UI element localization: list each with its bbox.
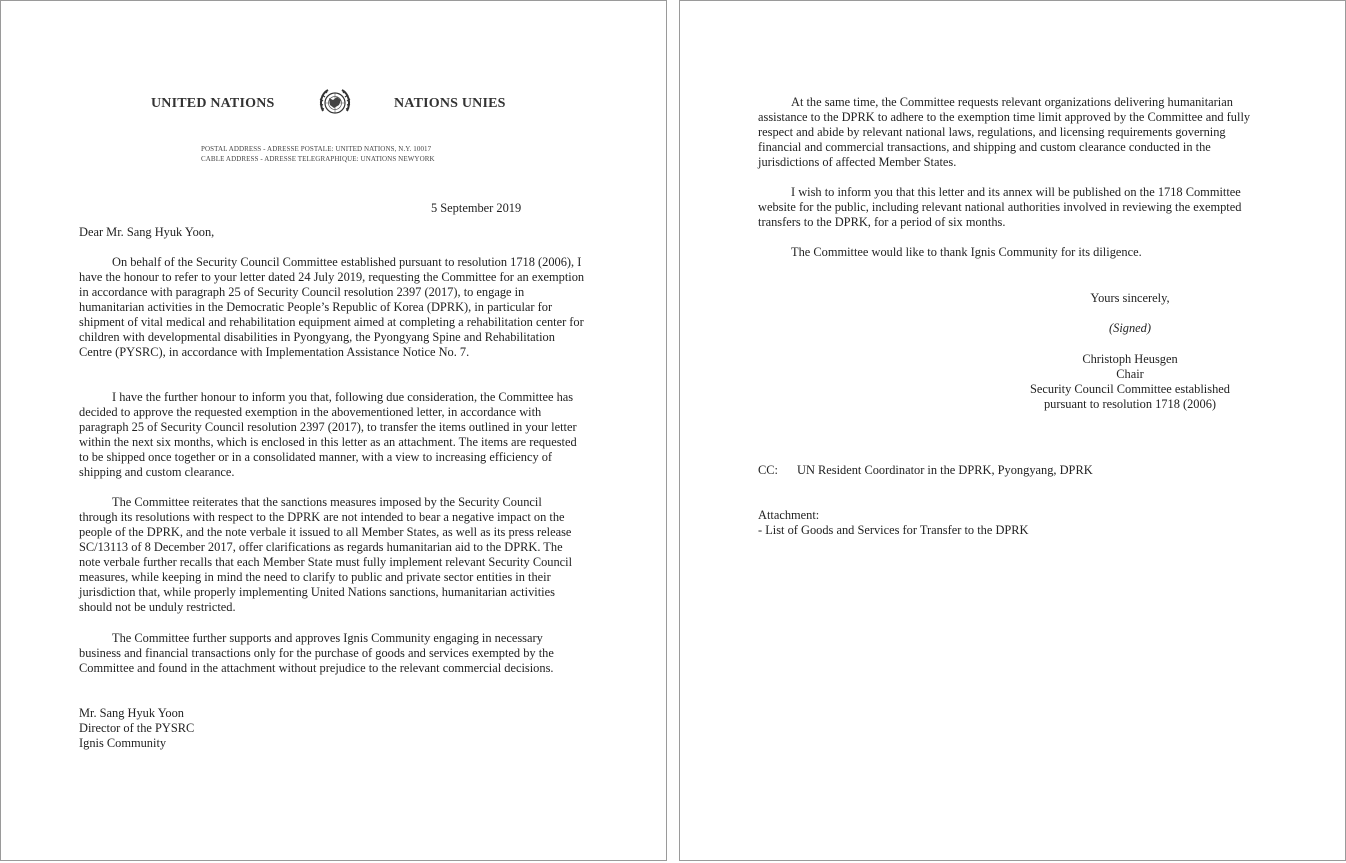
letter-date: 5 September 2019: [431, 201, 522, 215]
paragraph-5: At the same time, the Committee requests relevant organizations delivering humanitarian assistance to the DPRK to adhere to the exemption time limit approved by the Committee and fully respect and abide by relevant national laws, regulations, and licensing requirements governing financial and commercial transactions, and shipping and custom clearance conducted in the jurisdictions of affected Member States.: [758, 95, 1251, 169]
cc-label: CC:: [758, 463, 778, 477]
addressee-name: Mr. Sang Hyuk Yoon: [79, 706, 184, 720]
paragraph-3: The Committee reiterates that the sanctions measures imposed by the Security Council through its resolutions with respect to the DPRK are not intended to bear a negative impact on the people of the DPRK, and the note verbale it issued to all Member States, as well as its press release SC/13113 of 8 December 2017, offer clarifications as regards humanitarian aid to the DPRK. The note verbale further recalls that each Member State must fully implement relevant Security Council measures, while keeping in mind the need to clarify to public and private sector entities in their jurisdiction that, while properly implementing United Nations sanctions, humanitarian activities should not be unduly restricted.: [79, 495, 573, 614]
letter-page-1: [0, 0, 667, 861]
attachment-label: Attachment:: [758, 508, 820, 522]
attachment-item: - List of Goods and Services for Transfer to the DPRK: [758, 523, 1029, 537]
signatory-committee-line-1: Security Council Committee established: [1030, 382, 1230, 396]
signed-note: (Signed): [1109, 321, 1151, 335]
paragraph-2: I have the further honour to inform you that, following due consideration, the Committee has decided to approve the requested exemption in the abovementioned letter, in accordance with paragraph 25 of Security Council resolution 2397 (2017), to transfer the items outlined in your letter within the next six months, which is enclosed in this letter as an attachment. The items are requested to be shipped once together or in a consolidated manner, with a view to increasing efficiency of shipping and custom clearance.: [79, 390, 577, 479]
paragraph-4: The Committee further supports and approves Ignis Community engaging in necessary business and financial transactions only for the purchase of goods and services exempted by the Committee and found in the attachment without prejudice to the relevant commercial decisions.: [79, 631, 554, 675]
org-name-french: NATIONS UNIES: [394, 96, 506, 111]
un-emblem-icon: [317, 85, 353, 121]
salutation: Dear Mr. Sang Hyuk Yoon,: [79, 225, 215, 239]
letter-page-2: [679, 0, 1346, 861]
cc-value: UN Resident Coordinator in the DPRK, Pyongyang, DPRK: [797, 463, 1093, 477]
signatory-role: Chair: [1116, 367, 1144, 381]
paragraph-6: I wish to inform you that this letter and its annex will be published on the 1718 Committee website for the public, including relevant national authorities involved in reviewing the exempted transfers to the DPRK, for a period of six months.: [758, 185, 1242, 229]
closing: Yours sincerely,: [1090, 291, 1170, 305]
org-name-english: UNITED NATIONS: [151, 96, 275, 111]
postal-address: POSTAL ADDRESS - ADRESSE POSTALE: UNITED NATIONS, N.Y. 10017: [201, 145, 432, 153]
paragraph-1: On behalf of the Security Council Committee established pursuant to resolution 1718 (2006), I have the honour to refer to your letter dated 24 July 2019, requesting the Committee for an exemption in accordance with paragraph 25 of Security Council resolution 2397 (2017), to engage in humanitarian activities in the Democratic People’s Republic of Korea (DPRK), in particular for shipment of vital medical and rehabilitation equipment aimed at completing a rehabilitation center for children with developmental disabilities in Pyongyang, the Pyongyang Spine and Rehabilitation Centre (PYSRC), in accordance with Implementation Assistance Notice No. 7.: [79, 255, 585, 359]
signatory-committee-line-2: pursuant to resolution 1718 (2006): [1043, 397, 1217, 411]
addressee-title: Director of the PYSRC: [79, 721, 195, 735]
cable-address: CABLE ADDRESS - ADRESSE TELEGRAPHIQUE: UNATIONS NEWYORK: [201, 155, 435, 163]
signatory-name: Christoph Heusgen: [1082, 352, 1178, 366]
addressee-organization: Ignis Community: [79, 736, 167, 750]
paragraph-7: The Committee would like to thank Ignis Community for its diligence.: [791, 245, 1142, 259]
